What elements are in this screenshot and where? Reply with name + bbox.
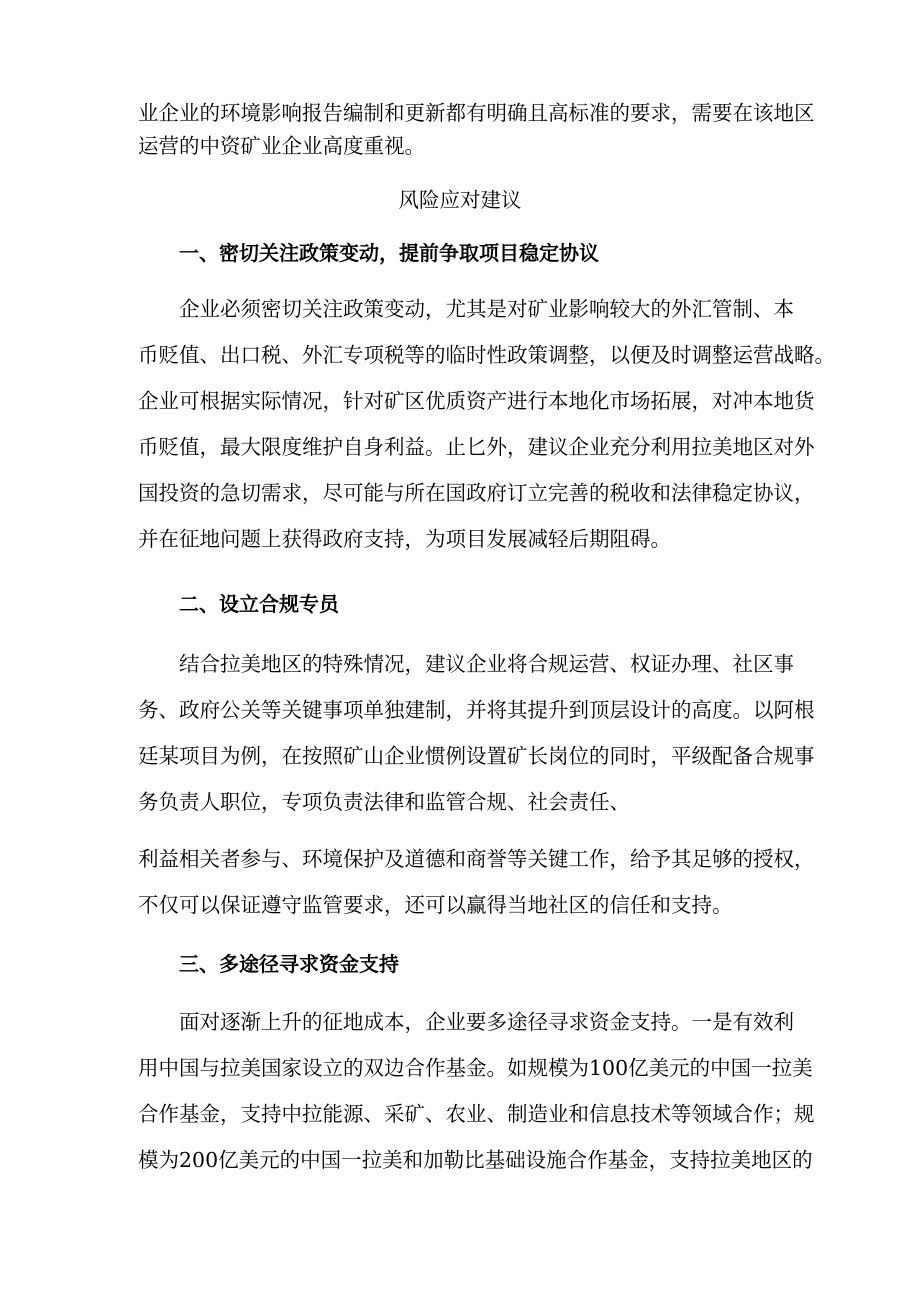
section-2-line-4: 务负责人职位，专项负责法律和监管合规、社会责任、 (138, 790, 630, 814)
section-3-line-1: 面对逐渐上升的征地成本，企业要多途径寻求资金支持。一是有效利 (179, 1010, 794, 1034)
section-1-line-5: 国投资的急切需求，尽可能与所在国政府订立完善的税收和法律稳定协议， (138, 481, 815, 505)
intro-line-2: 运营的中资矿业企业高度重视。 (138, 134, 425, 158)
section-3-line-2: 用中国与拉美国家设立的双边合作基金。如规模为100亿美元的中国一拉美 (138, 1056, 813, 1080)
section-2-heading: 二、设立合规专员 (179, 592, 339, 616)
section-1-heading: 一、密切关注政策变动，提前争取项目稳定协议 (179, 241, 599, 265)
section-1-line-1: 企业必须密切关注政策变动，尤其是对矿业影响较大的外汇管制、本 (179, 297, 794, 321)
section-1-line-6: 并在征地问题上获得政府支持，为项目发展减轻后期阻碍。 (138, 527, 671, 551)
section-2-line-3: 廷某项目为例，在按照矿山企业惯例设置矿长岗位的同时，平级配备合规事 (138, 744, 815, 768)
section-3-line-4: 模为200亿美元的中国一拉美和加勒比基础设施合作基金，支持拉美地区的 (138, 1148, 813, 1172)
section-1-line-3: 企业可根据实际情况，针对矿区优质资产进行本地化市场拓展，对冲本地货 (138, 389, 815, 413)
intro-line-1: 业企业的环境影响报告编制和更新都有明确且高标准的要求，需要在该地区 (138, 101, 815, 125)
section-2-line-5: 利益相关者参与、环境保护及道德和商誉等关键工作，给予其足够的授权， (138, 847, 815, 871)
section-title: 风险应对建议 (398, 188, 522, 212)
section-2-line-1: 结合拉美地区的特殊情况，建议企业将合规运营、权证办理、社区事 (179, 652, 794, 676)
section-2-line-6: 不仅可以保证遵守监管要求，还可以赢得当地社区的信任和支持。 (138, 893, 733, 917)
section-3-heading: 三、多途径寻求资金支持 (179, 952, 399, 976)
section-2-line-2: 务、政府公关等关键事项单独建制，并将其提升到顶层设计的高度。以阿根 (138, 698, 815, 722)
section-1-line-4: 币贬值，最大限度维护自身利益。止匕外，建议企业充分利用拉美地区对外 (138, 435, 815, 459)
section-3-line-3: 合作基金，支持中拉能源、采矿、农业、制造业和信息技术等领域合作；规 (138, 1102, 815, 1126)
section-1-line-2: 币贬值、出口税、外汇专项税等的临时性政策调整，以便及时调整运营战略。 (138, 343, 835, 367)
